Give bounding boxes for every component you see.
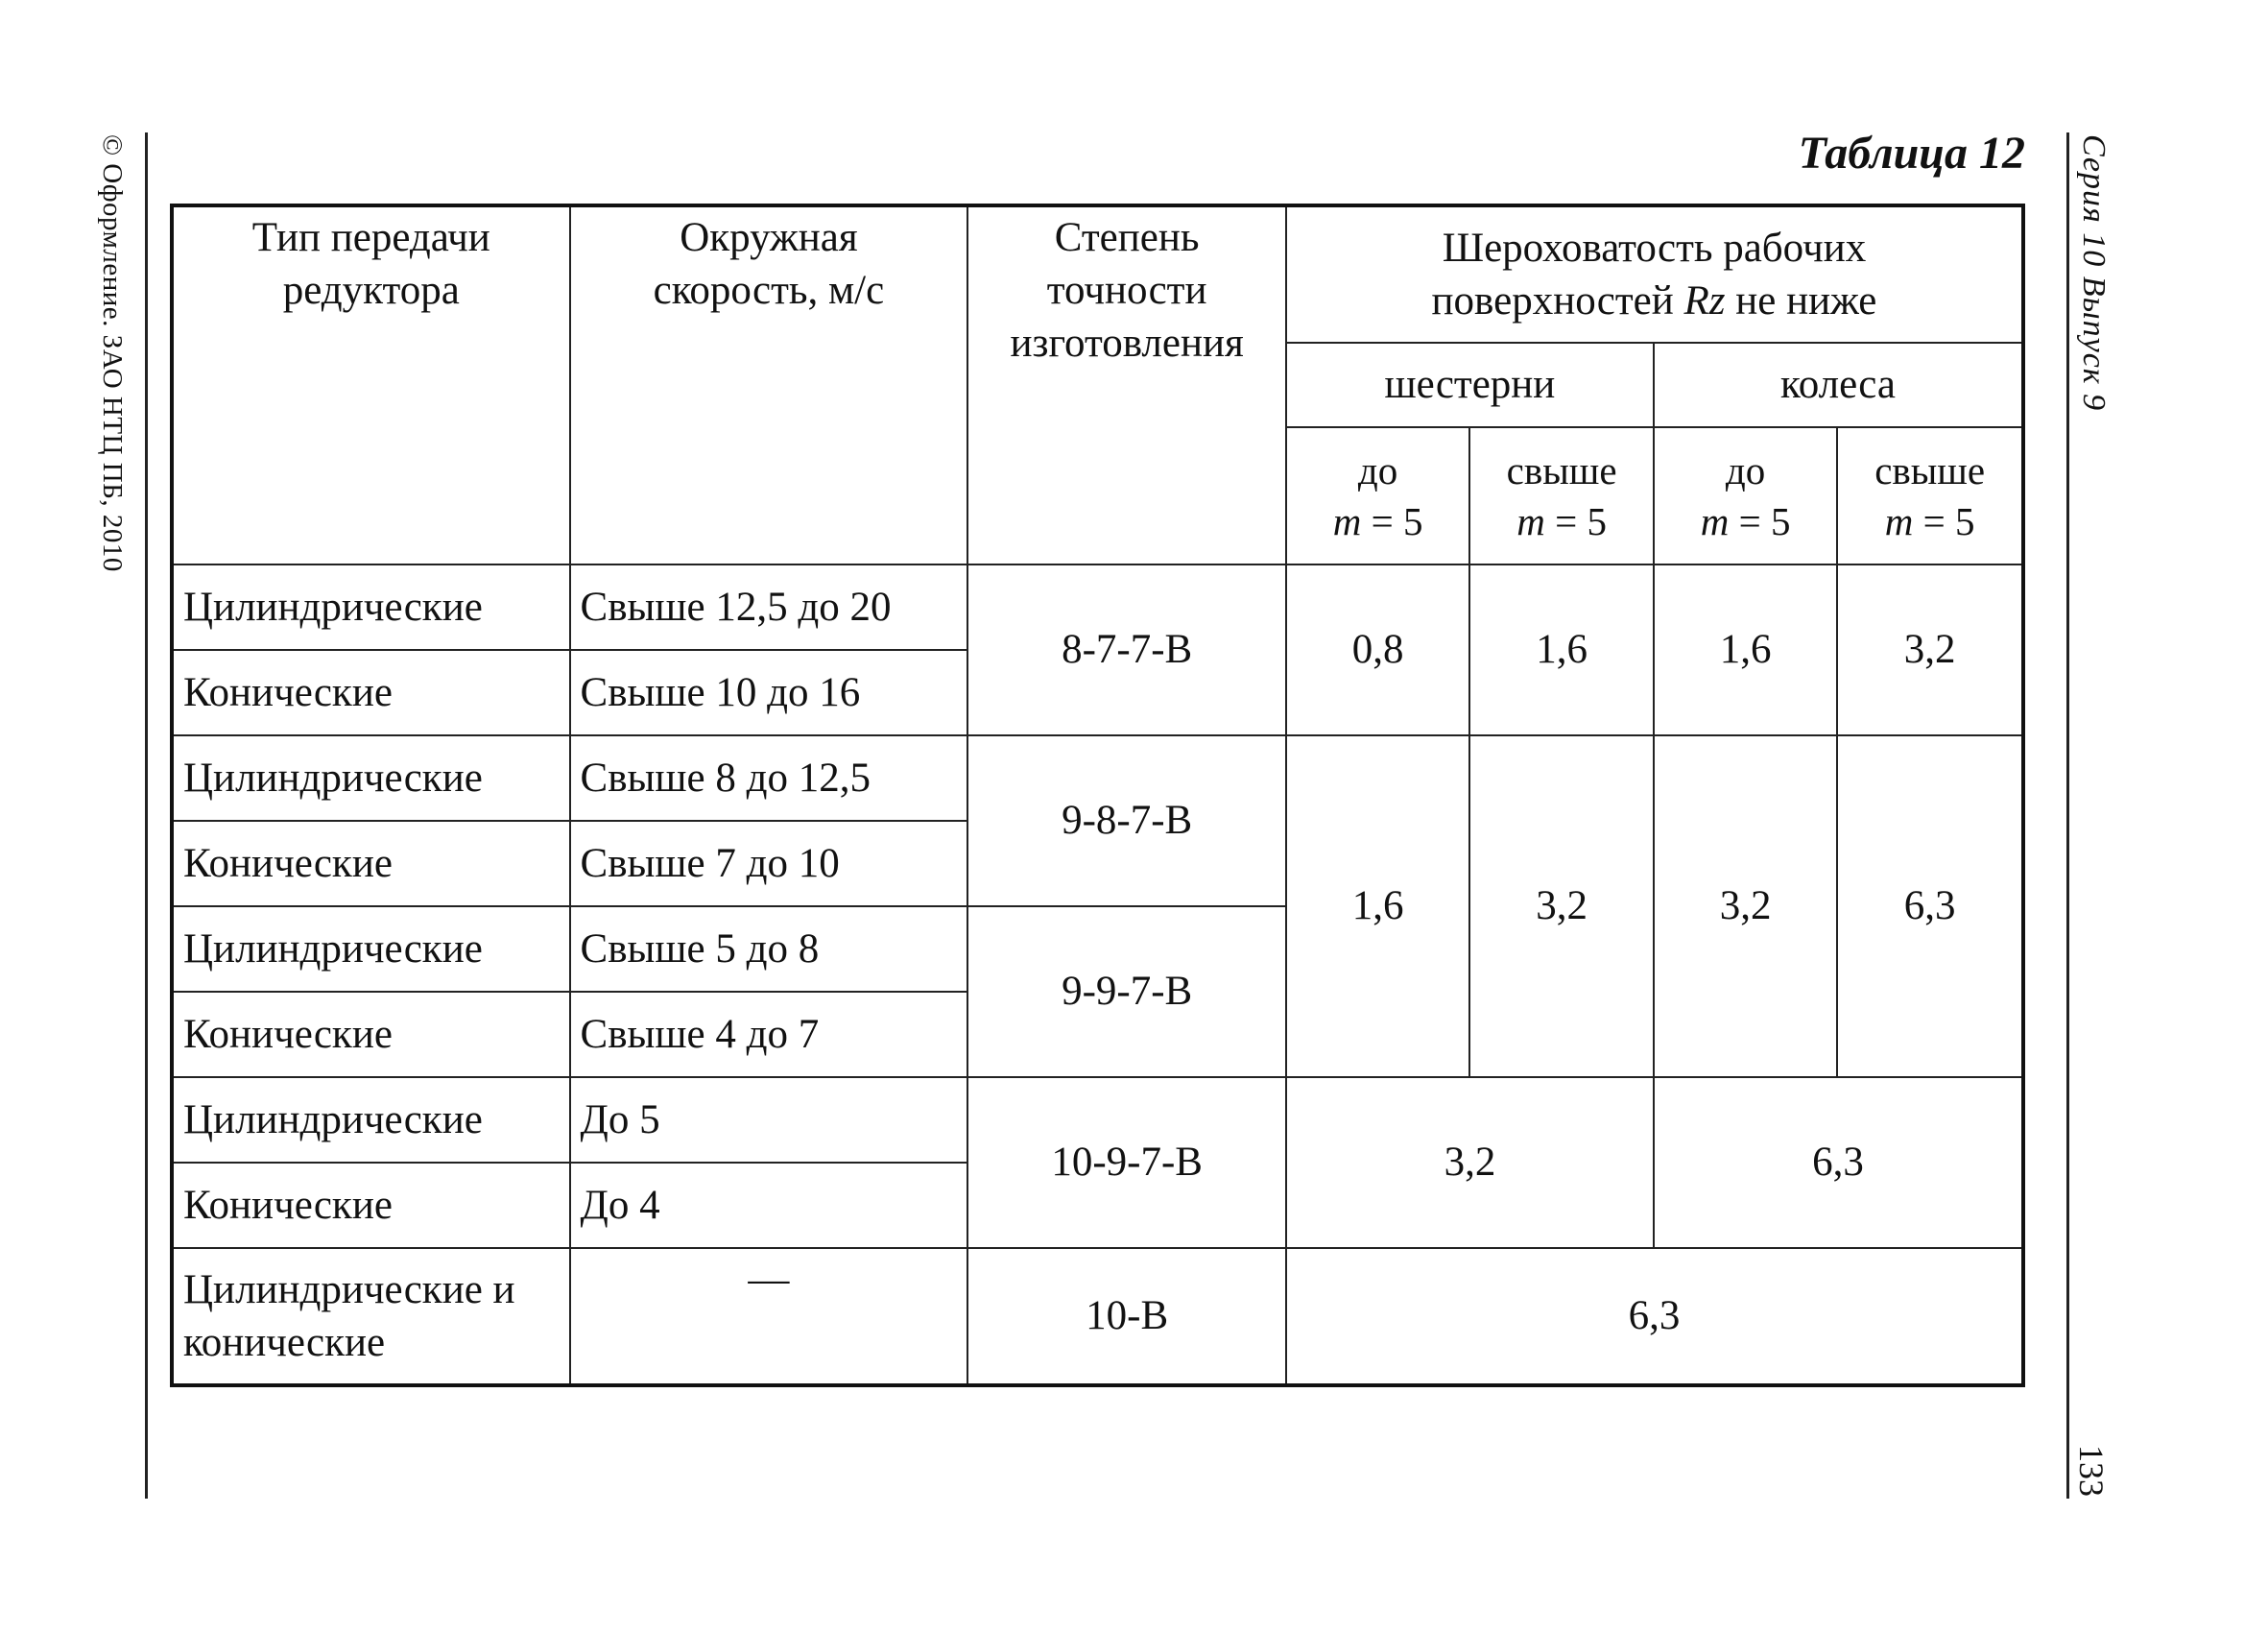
header-precision: Степень точности изготовления [967, 205, 1286, 564]
value-cell: 1,6 [1654, 564, 1837, 735]
gear-type-cell: Конические [172, 992, 570, 1077]
header-roughness: Шероховатость рабочих поверхностей Rz не ниже [1286, 205, 2023, 343]
gear-type-cell: Конические [172, 821, 570, 906]
gear-type-cell: Цилиндрические [172, 906, 570, 992]
precision-cell: 10-9-7-В [967, 1077, 1286, 1248]
copyright-note: © Оформление. ЗАО НТЦ ПБ, 2010 [97, 134, 128, 572]
series-issue-note: Серия 10 Выпуск 9 [2076, 134, 2112, 412]
table-row [172, 564, 2023, 650]
header-pinion-upto: до m = 5 [1286, 427, 1469, 564]
speed-cell: До 5 [570, 1077, 968, 1163]
table-row [172, 735, 2023, 821]
gear-type-cell: Цилиндрические и конические [172, 1248, 570, 1385]
table-caption: Таблица 12 [1798, 128, 2025, 179]
speed-cell: Свыше 4 до 7 [570, 992, 968, 1077]
value-cell: 3,2 [1654, 735, 1837, 1077]
gear-type-cell: Конические [172, 650, 570, 735]
speed-cell: — [570, 1248, 968, 1385]
right-margin-rule [2066, 132, 2069, 1499]
speed-cell: Свыше 7 до 10 [570, 821, 968, 906]
speed-cell: Свыше 10 до 16 [570, 650, 968, 735]
value-cell: 0,8 [1286, 564, 1469, 735]
speed-cell: До 4 [570, 1163, 968, 1248]
gear-type-cell: Конические [172, 1163, 570, 1248]
speed-cell: Свыше 12,5 до 20 [570, 564, 968, 650]
roughness-table [170, 204, 2025, 1387]
precision-cell: 9-8-7-В [967, 735, 1286, 906]
precision-cell: 10-В [967, 1248, 1286, 1385]
value-cell: 1,6 [1469, 564, 1654, 735]
header-wheel: колеса [1654, 343, 2023, 427]
precision-cell: 8-7-7-В [967, 564, 1286, 735]
header-wheel-upto: до m = 5 [1654, 427, 1837, 564]
page-number: 133 [2072, 1445, 2111, 1497]
gear-type-cell: Цилиндрические [172, 1077, 570, 1163]
header-speed: Окружная скорость, м/с [570, 205, 968, 564]
value-cell: 6,3 [1286, 1248, 2023, 1385]
value-cell: 6,3 [1837, 735, 2023, 1077]
gear-type-cell: Цилиндрические [172, 735, 570, 821]
left-margin-rule [145, 132, 148, 1499]
value-cell: 1,6 [1286, 735, 1469, 1077]
value-cell: 6,3 [1654, 1077, 2023, 1248]
value-cell: 3,2 [1469, 735, 1654, 1077]
header-wheel-above: свыше m = 5 [1837, 427, 2023, 564]
table-row [172, 1248, 2023, 1385]
header-gear-type: Тип передачи редуктора [172, 205, 570, 564]
header-pinion: шестерни [1286, 343, 1654, 427]
value-cell: 3,2 [1286, 1077, 1654, 1248]
speed-cell: Свыше 5 до 8 [570, 906, 968, 992]
gear-type-cell: Цилиндрические [172, 564, 570, 650]
speed-cell: Свыше 8 до 12,5 [570, 735, 968, 821]
table-row [172, 1077, 2023, 1163]
header-pinion-above: свыше m = 5 [1469, 427, 1654, 564]
value-cell: 3,2 [1837, 564, 2023, 735]
precision-cell: 9-9-7-В [967, 906, 1286, 1077]
